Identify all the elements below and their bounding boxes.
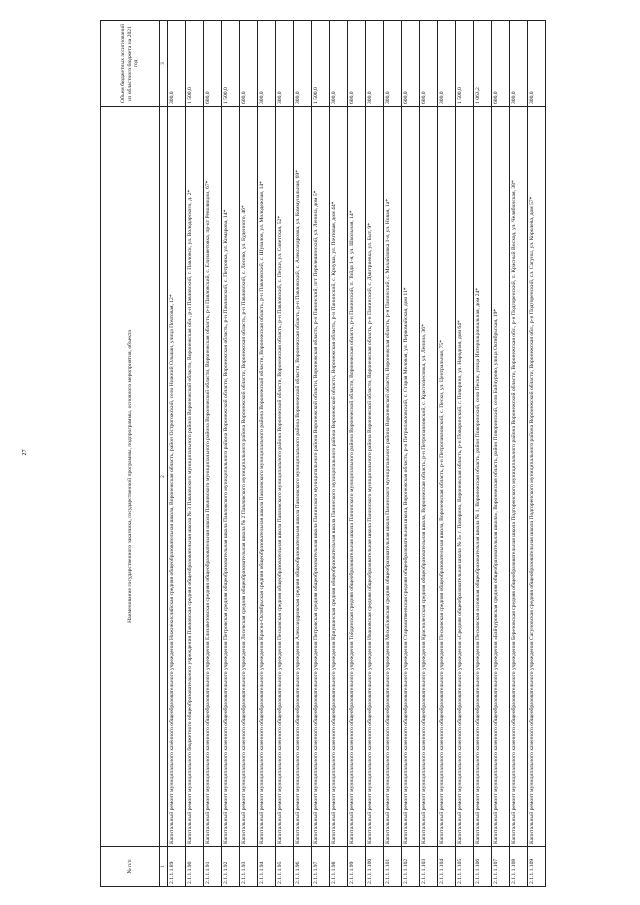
row-volume: 600,0 xyxy=(420,21,438,107)
row-volume: 600,0 xyxy=(348,21,366,107)
table-row xyxy=(204,21,222,887)
row-number: 2.1.1.1.103 xyxy=(420,847,438,887)
table-row xyxy=(222,21,240,887)
table-row xyxy=(456,21,474,887)
row-volume: 300,0 xyxy=(438,21,456,107)
header-volume: Объем бюджетных ассигнований из областного бюджета на 2021 год xyxy=(101,21,160,107)
row-object-name: Капитальный ремонт муниципального казенного общеобразовательного учреждения «Средняя общеобразовательная школа № 3» г. Поворино, Воронежская область, р-н Поворинский, г. Поворино, ул. Народная, дом 64* xyxy=(456,107,474,847)
row-volume: 600,0 xyxy=(492,21,510,107)
row-object-name: Капитальный ремонт муниципального казенного общеобразовательного учреждения «Байчуровская средняя общеобразовательная школа», Воронежская область, район Поворинский, село Байчурово, улица Октябрьская, 19* xyxy=(492,107,510,847)
table-row xyxy=(420,21,438,887)
row-object-name: Капитальный ремонт муниципального казенного общеобразовательного учреждения Красно-Октябрьская средняя общеобразовательная школа Павловского муниципального района Воронежской области, Воронежская область, р-н Павловский, с. Шувалов, ул. Молодежная, 14* xyxy=(258,107,276,847)
row-volume: 1 500,0 xyxy=(186,21,204,107)
table-row xyxy=(276,21,294,887)
row-number: 2.1.1.1.96 xyxy=(294,847,312,887)
table-row xyxy=(186,21,204,887)
row-number: 2.1.1.1.91 xyxy=(204,847,222,887)
row-volume: 300,0 xyxy=(276,21,294,107)
row-number: 2.1.1.1.94 xyxy=(258,847,276,887)
row-object-name: Капитальный ремонт муниципального казенного общеобразовательного учреждения Ивановская средняя общеобразовательная школа Панинского муниципального района Воронежской области, Воронежская область, р-н Панинский, с. Дмитриевка, ул. Быт, 9* xyxy=(366,107,384,847)
table-row xyxy=(438,21,456,887)
table-row xyxy=(240,21,258,887)
row-object-name: Капитальный ремонт муниципального казенного общеобразовательного учреждения Михайловская средняя общеобразовательная школа Панинского муниципального района Воронежской области, Воронежская область, р-н Панинский, с. Михайловка 1-я, ул. Новая, 1а* xyxy=(384,107,402,847)
objects-table xyxy=(100,20,546,887)
row-number: 2.1.1.1.102 xyxy=(402,847,420,887)
row-object-name: Капитальный ремонт муниципального казенного общеобразовательного учреждения Петровская средняя общеобразовательная школа Панинского муниципального района Воронежской области, Воронежская область, р-н Панинский, пгт Перелешинский, ул. Ленина, дом 5* xyxy=(312,107,330,847)
row-volume: 300,0 xyxy=(258,21,276,107)
row-number: 2.1.1.1.106 xyxy=(474,847,492,887)
row-number: 2.1.1.1.93 xyxy=(240,847,258,887)
table-row xyxy=(348,21,366,887)
col-index-3: 3 xyxy=(160,21,168,107)
row-number: 2.1.1.1.108 xyxy=(510,847,528,887)
page-number: 27 xyxy=(22,449,28,456)
table-row xyxy=(384,21,402,887)
table-row xyxy=(330,21,348,887)
row-number: 2.1.1.1.97 xyxy=(312,847,330,887)
table-row xyxy=(510,21,528,887)
row-volume: 300,0 xyxy=(384,21,402,107)
row-volume: 300,0 xyxy=(330,21,348,107)
table-header-row xyxy=(101,21,160,887)
row-volume: 300,0 xyxy=(294,21,312,107)
row-object-name: Капитальный ремонт муниципального казенного общеобразовательного учреждения Староматвеевская средняя общеобразовательная школа, Воронежская область, р-н Петропавловский, с. Старая Меловая, ул. Первомайская, дом 11* xyxy=(402,107,420,847)
row-volume: 1 063,2 xyxy=(474,21,492,107)
row-number: 2.1.1.1.104 xyxy=(438,847,456,887)
table-row xyxy=(168,21,186,887)
table-row xyxy=(312,21,330,887)
row-object-name: Капитальный ремонт муниципального казенного общеобразовательного учреждения Сагуновская средняя общеобразовательная школа Подгоренского муниципального района Воронежской области, Воронежская обл., р-н Подгоренский, сл. Сагуны, ул. Королева, дом 57* xyxy=(528,107,546,847)
row-number: 2.1.1.1.92 xyxy=(222,847,240,887)
row-object-name: Капитальный ремонт муниципального казенного общеобразовательного учреждения Песковская средняя общеобразовательная школа, Воронежская область, р-н Петропавловский, с. Пески, ул. Центральная, 75* xyxy=(438,107,456,847)
table-row xyxy=(294,21,312,887)
row-number: 2.1.1.1.95 xyxy=(276,847,294,887)
row-number: 2.1.1.1.98 xyxy=(330,847,348,887)
table-row xyxy=(402,21,420,887)
row-object-name: Капитальный ремонт муниципального казенного общеобразовательного учреждения Елизаветовская средняя общеобразовательная школа Павловского муниципального района Воронежской области, Воронежская область, р-н Павловский, с. Елизаветовка, пр-кт Революции, 67* xyxy=(204,107,222,847)
row-object-name: Капитальный ремонт муниципального казенного общеобразовательного учреждения Александровская средняя общеобразовательная школа Павловского муниципального района Воронежской области, Воронежская область, р-н Павловский, с. Александровка, ул. Коммунальная, 69* xyxy=(294,107,312,847)
row-object-name: Капитальный ремонт муниципального казенного общеобразовательного учреждения Березовская средняя общеобразовательная школа Подгоренского муниципального района Воронежской области, Воронежская обл., р-н Подгоренский, п. Красный Восход, ул. Челябинская, 38* xyxy=(510,107,528,847)
row-object-name: Капитальный ремонт муниципального бюджетного общеобразовательного учреждения Павловская средняя общеобразовательная школа № 3 Павловского муниципального района Воронежской области, Воронежская обл., р-н Павловский, г. Павловск, ул. Володарского, д. 2* xyxy=(186,107,204,847)
row-volume: 1 500,0 xyxy=(456,21,474,107)
row-number: 2.1.1.1.107 xyxy=(492,847,510,887)
col-index-1: 1 xyxy=(160,847,168,887)
row-volume: 600,0 xyxy=(402,21,420,107)
table-row xyxy=(366,21,384,887)
row-volume: 300,0 xyxy=(366,21,384,107)
table-row xyxy=(528,21,546,887)
row-number: 2.1.1.1.100 xyxy=(366,847,384,887)
row-number: 2.1.1.1.101 xyxy=(384,847,402,887)
row-volume: 300,0 xyxy=(168,21,186,107)
row-number: 2.1.1.1.90 xyxy=(186,847,204,887)
table-row xyxy=(492,21,510,887)
table-body xyxy=(168,21,546,887)
row-number: 2.1.1.1.109 xyxy=(528,847,546,887)
row-volume: 300,0 xyxy=(528,21,546,107)
row-object-name: Капитальный ремонт муниципального казенного общеобразовательного учреждения Лосевская средняя общеобразовательная школа № 2 Павловского муниципального района Воронежской области, Воронежская область, р-н Павловский, с. Лосево, ул. Буденного, 46* xyxy=(240,107,258,847)
row-volume: 1 500,0 xyxy=(222,21,240,107)
row-number: 2.1.1.1.89 xyxy=(168,847,186,887)
row-volume: 300,0 xyxy=(510,21,528,107)
header-name: Наименование государственного заказчика, государственной программы, подпрограммы, основного мероприятия, объекта xyxy=(101,107,160,847)
row-object-name: Капитальный ремонт муниципального казенного общеобразовательного учреждения Криушанская средняя общеобразовательная школа Панинского муниципального района Воронежской области, Воронежская область, р-н Панинский, с. Криуша, ул. Почтовая, дом 44* xyxy=(330,107,348,847)
row-object-name: Капитальный ремонт муниципального казенного общеобразовательного учреждения Песковская средняя общеобразовательная школа Павловского муниципального района Воронежской области, Воронежская область, р-н Павловский, с. Пески, ул. Советская, 52* xyxy=(276,107,294,847)
table-row xyxy=(474,21,492,887)
row-volume: 600,0 xyxy=(240,21,258,107)
row-object-name: Капитальный ремонт муниципального казенного общеобразовательного учреждения Песковская основная общеобразовательная школа № 1, Воронежская область, район Поворинский, село Пески, улица Интернациональная, дом 24* xyxy=(474,107,492,847)
header-num: № п/п xyxy=(101,847,160,887)
row-object-name: Капитальный ремонт муниципального казённого общеобразовательного учреждения Нижнекисляйская средняя общеобразовательная школа, Воронежская область, район Острогожский, село Нижний Ольшан, улица Почтовая, 12* xyxy=(168,107,186,847)
row-number: 2.1.1.1.105 xyxy=(456,847,474,887)
col-index-2: 2 xyxy=(160,107,168,847)
row-object-name: Капитальный ремонт муниципального казенного общеобразовательного учреждения Краснолесская средняя общеобразовательная школа, Воронежская область, р-н Петропавловский, с. Краснолесовка, ул. Ленина, 36* xyxy=(420,107,438,847)
column-index-row xyxy=(160,21,168,887)
table-row xyxy=(258,21,276,887)
row-object-name: Капитальный ремонт муниципального казенного общеобразовательного учреждения Тойдинская средняя общеобразовательная школа Панинского муниципального района Воронежской области, Воронежская область, р-н Панинский, п. Тойда 1-я, ул. Школьная, 14* xyxy=(348,107,366,847)
row-volume: 600,0 xyxy=(204,21,222,107)
row-number: 2.1.1.1.99 xyxy=(348,847,366,887)
row-volume: 1 500,0 xyxy=(312,21,330,107)
row-object-name: Капитальный ремонт муниципального казенного общеобразовательного учреждения Петровская средняя общеобразовательная школа Павловского муниципального района Воронежской области, Воронежская область, р-н Павловский, с. Петровка, ул. Комарова, 14* xyxy=(222,107,240,847)
